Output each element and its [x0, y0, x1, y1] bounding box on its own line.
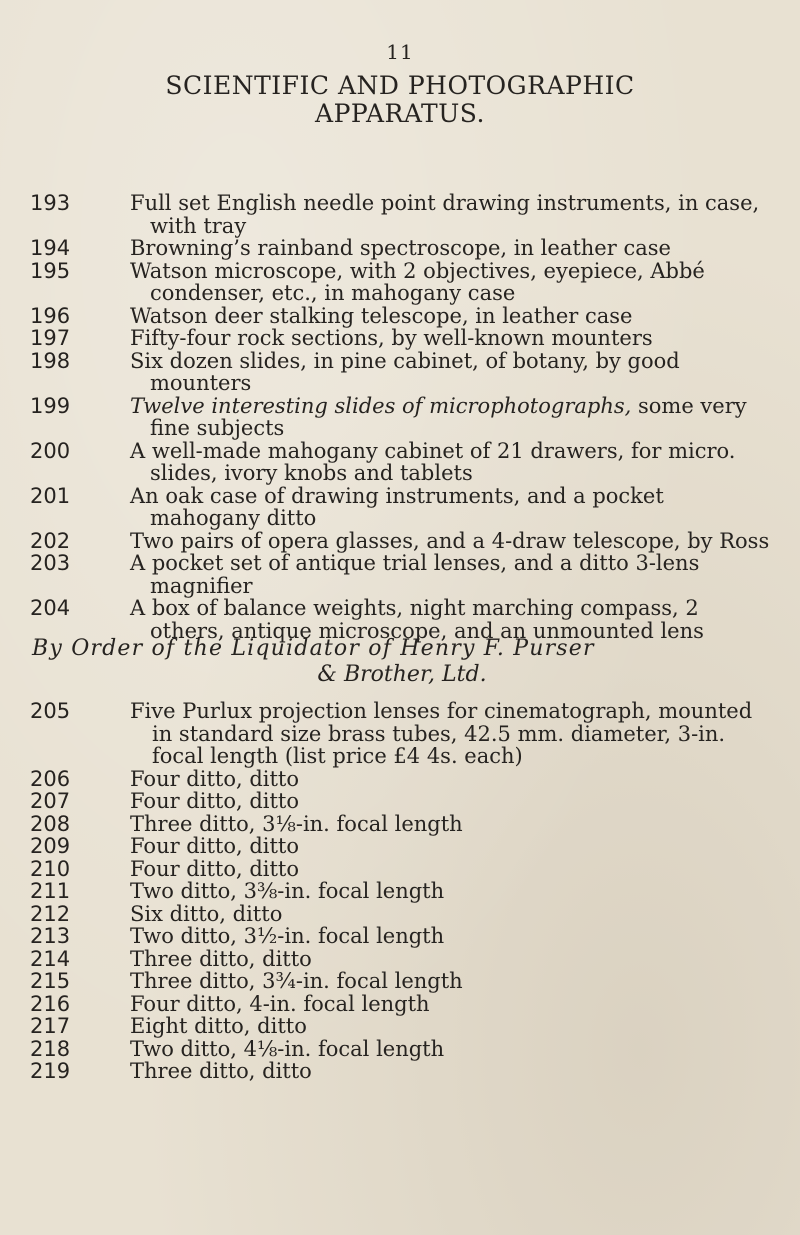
section-title — [0, 72, 800, 128]
lot-description: A pocket set of antique trial lenses, and a ditto 3-lens magnifier — [130, 551, 700, 598]
lot-number: 210 — [30, 856, 71, 881]
lot-description: Watson microscope, with 2 objectives, eyepiece, Abbé condenser, etc., in mahogany case — [130, 258, 705, 305]
lot-description: Six ditto, ditto — [130, 901, 283, 926]
lot-number: 217 — [30, 1014, 71, 1038]
order-heading-line-1: By Order of the Liquidator of Henry F. Purser — [32, 636, 595, 661]
lot-number: 204 — [30, 596, 71, 620]
lot-description-rest: some very fine subjects — [150, 393, 747, 440]
lot-description: Fifty-four rock sections, by well-known mounters — [130, 326, 653, 350]
lot-item — [30, 1059, 770, 1083]
lot-item — [30, 326, 770, 350]
lot-item — [30, 811, 770, 836]
lot-description: Five Purlux projection lenses for cinematograph, mounted in standard size brass tubes, 42.5 mm. diameter, 3-in. focal length (list price £4 4s. each) — [130, 699, 753, 768]
lot-description: Watson deer stalking telescope, in leather case — [130, 303, 633, 328]
lot-number: 208 — [30, 811, 71, 836]
lot-description: A box of balance weights, night marching compass, 2 others, antique microscope, and an unmounted lens — [130, 596, 704, 643]
lot-description: Three ditto, ditto — [130, 946, 312, 971]
lot-number: 207 — [30, 789, 71, 813]
lot-item — [30, 191, 770, 238]
lot-item — [30, 1036, 770, 1061]
lot-item — [30, 438, 770, 485]
lot-list-lenses — [30, 699, 770, 1083]
lot-item — [30, 393, 770, 440]
lot-item — [30, 236, 770, 260]
lot-number: 205 — [30, 699, 71, 723]
lot-number: 202 — [30, 528, 71, 553]
lot-number: 203 — [30, 551, 71, 575]
lot-item — [30, 924, 770, 948]
lot-item — [30, 969, 770, 993]
lot-item — [30, 991, 770, 1016]
lot-item — [30, 348, 770, 395]
lot-description-italic: Twelve interesting slides of microphotographs, — [130, 393, 632, 418]
lot-number: 209 — [30, 834, 71, 858]
lot-description: Four ditto, ditto — [130, 766, 300, 791]
section-title-line-1: SCIENTIFIC AND PHOTOGRAPHIC — [165, 71, 635, 100]
page-number: 11 — [386, 40, 414, 64]
lot-number: 216 — [30, 991, 71, 1016]
lot-description: Browning’s rainband spectroscope, in leather case — [130, 236, 671, 260]
lot-item — [30, 879, 770, 903]
lot-list-scientific — [30, 191, 770, 643]
lot-description: Two ditto, 3½-in. focal length — [130, 924, 445, 948]
lot-description: Four ditto, ditto — [130, 834, 300, 858]
order-heading — [32, 636, 772, 688]
lot-number: 200 — [30, 438, 71, 463]
lot-item — [30, 303, 770, 328]
lot-number: 199 — [30, 393, 71, 418]
lot-description: Three ditto, 3¾-in. focal length — [130, 969, 463, 993]
lot-number: 198 — [30, 348, 71, 373]
lot-number: 212 — [30, 901, 71, 926]
lot-description: Four ditto, ditto — [130, 856, 300, 881]
lot-item — [30, 551, 770, 598]
lot-number: 214 — [30, 946, 71, 971]
lot-item — [30, 766, 770, 791]
lot-number: 211 — [30, 879, 71, 903]
lot-number: 219 — [30, 1059, 71, 1083]
lot-item — [30, 901, 770, 926]
lot-number: 197 — [30, 326, 71, 350]
order-heading-line-2: & Brother, Ltd. — [317, 662, 487, 687]
lot-description: Three ditto, ditto — [130, 1059, 312, 1083]
lot-description: Full set English needle point drawing instruments, in case, with tray — [130, 191, 760, 238]
lot-description — [130, 395, 770, 440]
lot-item — [30, 528, 770, 553]
lot-description: Four ditto, 4-in. focal length — [130, 991, 430, 1016]
lot-number: 218 — [30, 1036, 71, 1061]
lot-number: 196 — [30, 303, 71, 328]
lot-number: 215 — [30, 969, 71, 993]
lot-number: 206 — [30, 766, 71, 791]
section-title-line-2: APPARATUS. — [315, 99, 485, 128]
lot-item — [30, 258, 770, 305]
lot-number: 201 — [30, 483, 71, 508]
lot-item — [30, 856, 770, 881]
lot-item — [30, 699, 770, 768]
lot-description: Two ditto, 3⅜-in. focal length — [130, 879, 445, 903]
lot-number: 193 — [30, 191, 71, 215]
lot-description: Two ditto, 4⅛-in. focal length — [130, 1036, 445, 1061]
lot-description: Four ditto, ditto — [130, 789, 300, 813]
lot-description: A well-made mahogany cabinet of 21 drawers, for micro. slides, ivory knobs and tablets — [130, 438, 736, 485]
lot-description: Three ditto, 3⅛-in. focal length — [130, 811, 463, 836]
lot-item — [30, 1014, 770, 1038]
lot-item — [30, 789, 770, 813]
lot-item — [30, 834, 770, 858]
lot-number: 213 — [30, 924, 71, 948]
lot-item — [30, 483, 770, 530]
lot-number: 195 — [30, 258, 71, 283]
lot-description: An oak case of drawing instruments, and a pocket mahogany ditto — [130, 483, 664, 530]
lot-description: Eight ditto, ditto — [130, 1014, 307, 1038]
lot-description: Six dozen slides, in pine cabinet, of botany, by good mounters — [130, 348, 680, 395]
lot-item — [30, 946, 770, 971]
lot-description: Two pairs of opera glasses, and a 4-draw telescope, by Ross — [130, 528, 770, 553]
lot-number: 194 — [30, 236, 71, 260]
